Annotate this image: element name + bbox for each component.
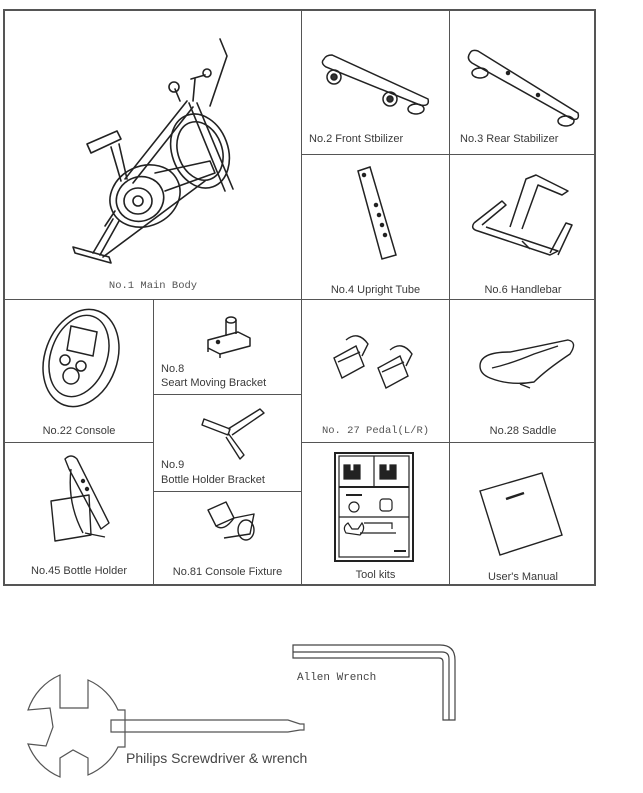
part-label: No.3 Rear Stabilizer [460, 133, 559, 145]
pedals-illustration [302, 300, 450, 443]
part-label: Tool kits [355, 569, 396, 581]
part-label: No.8 [161, 363, 185, 375]
part-label: User's Manual [488, 571, 558, 583]
saddle-illustration [450, 300, 596, 443]
part-label: No.4 Upright Tube [330, 284, 421, 296]
part-pedal [302, 300, 450, 443]
part-label: No.2 Front Stbilizer [309, 133, 404, 145]
part-label: No.6 Handlebar [484, 284, 562, 296]
parts-grid [3, 9, 596, 586]
part-label: No.9 [161, 459, 185, 471]
part-label: Seart Moving Bracket [161, 377, 267, 389]
part-label: No.81 Console Fixture [172, 566, 283, 578]
part-handlebar [450, 155, 596, 300]
part-label: No.22 Console [42, 425, 116, 437]
part-tool-kits [302, 443, 450, 584]
part-label: No.1 Main Body [108, 280, 198, 292]
allen-wrench-label: Allen Wrench [297, 672, 377, 684]
exercise-bike-illustration [5, 11, 302, 300]
part-label: Bottle Holder Bracket [161, 474, 265, 486]
part-label: No.28 Saddle [489, 425, 557, 437]
part-main-body [5, 11, 302, 300]
part-front-stabilizer [302, 11, 450, 155]
part-bottle-holder [5, 443, 154, 584]
part-upright-tube [302, 155, 450, 300]
part-console-fixture [154, 492, 302, 584]
screwdriver-wrench-illustration [0, 620, 643, 793]
part-label: No.45 Bottle Holder [31, 565, 127, 577]
handlebar-illustration [450, 155, 596, 300]
users-manual-illustration [450, 443, 596, 584]
console-illustration [5, 300, 154, 443]
part-bottle-holder-bracket [154, 395, 302, 492]
part-console [5, 300, 154, 443]
screwdriver-label: Philips Screwdriver & wrench [126, 750, 308, 766]
upright-tube-illustration [302, 155, 450, 300]
part-label: No. 27 Pedal(L/R) [321, 425, 430, 437]
part-rear-stabilizer [450, 11, 596, 155]
part-users-manual [450, 443, 596, 584]
bottle-holder-illustration [5, 443, 154, 584]
part-seat-moving-bracket [154, 300, 302, 395]
part-saddle [450, 300, 596, 443]
tool-kits-illustration [302, 443, 450, 584]
